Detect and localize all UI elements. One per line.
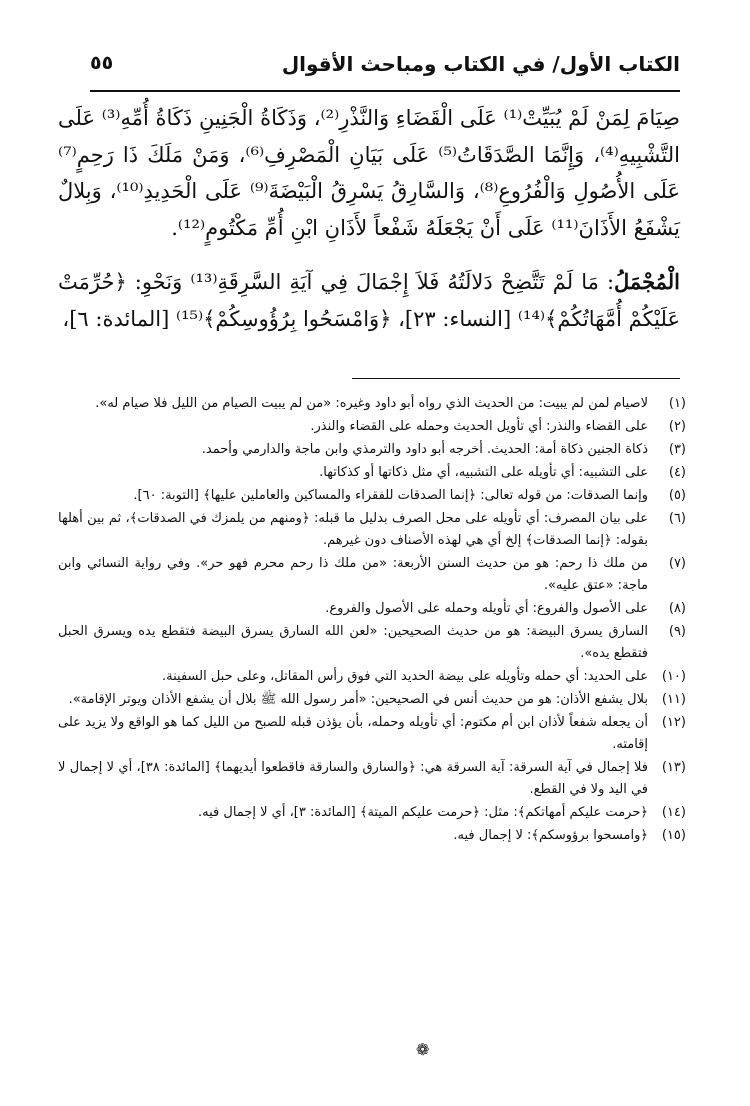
footnote <box>58 825 686 847</box>
footnote-text: على التشبيه: أي تأويله على التشبيه، أي مثل ذكاتها أو كذكاتها. <box>319 465 648 480</box>
footnote-text: بلال يشفع الأذان: هو من حديث أنس في الصحيحين: «أمر رسول الله ﷺ بلال أن يشفع الأذان ويوتر الإقامة». <box>68 692 648 707</box>
footnote <box>58 485 686 507</box>
definition-text: : مَا لَمْ تَتَّضِحْ دَلالَتُهُ فَلاَ إِجْمَالَ فِي آيَةِ السَّرِقَةِ⁽¹³⁾ وَنَحْوِ: ﴿حُرِّمَتْ عَلَيْكُمْ أُمَّهَاتُكُمْ﴾⁽¹⁴⁾ [النساء: ٢٣]، ﴿وَامْسَحُوا بِرُؤُوسِكُمْ﴾⁽¹⁵⁾ [المائدة: ٦]، <box>58 270 680 331</box>
page-header <box>90 48 680 92</box>
footnote-number: (١٠) <box>661 669 686 684</box>
footnote-text: فلا إجمال في آية السرقة: آية السرقة هي: ﴿والسارق والسارقة فاقطعوا أيديهما﴾ [المائدة: ٣٨]، أي لا إجمال لا في اليد ولا في القطع. <box>58 760 649 797</box>
footnote <box>58 393 686 415</box>
footnote-number: (٧) <box>668 556 686 571</box>
footnote <box>58 439 686 461</box>
footnote-number: (٢) <box>668 419 686 434</box>
footnote <box>58 757 686 801</box>
footnote-number: (٨) <box>668 601 686 616</box>
main-paragraph <box>58 264 680 337</box>
footnotes <box>58 393 686 848</box>
footnote-number: (١٢) <box>661 715 686 730</box>
footnote <box>58 621 686 665</box>
running-title: الكتاب الأول/ في الكتاب ومباحث الأقوال <box>281 52 680 76</box>
term-mujmal: الْمُجْمَلُ <box>614 269 681 294</box>
footnote-text: على الحديد: أي حمله وتأويله على بيضة الحديد التي فوق رأس المقاتل، وعلى حبل السفينة. <box>162 669 648 684</box>
footnote-number: (١٣) <box>661 760 686 775</box>
footnote-number: (٥) <box>668 488 686 503</box>
footnote <box>58 666 686 688</box>
footnote-number: (١٤) <box>661 805 686 820</box>
footnote <box>58 689 686 711</box>
footnote-text: ﴿حرمت عليكم أمهاتكم﴾: مثل: ﴿حرمت عليكم الميتة﴾ [المائدة: ٣]، أي لا إجمال فيه. <box>198 805 648 820</box>
footnote-text: وإنما الصدقات: من قوله تعالى: ﴿إنما الصدقات للفقراء والمساكين والعاملين عليها﴾ [التوبة: ٦٠]. <box>133 488 648 503</box>
footnote-text: ذكاة الجنين ذكاة أمة: الحديث. أخرجه أبو داود والترمذي وابن ماجة والدارمي وأحمد. <box>201 442 648 457</box>
footnote <box>58 416 686 438</box>
footnote-text: على القضاء والنذر: أي تأويل الحديث وحمله على القضاء والنذر. <box>310 419 648 434</box>
footnote-number: (١٥) <box>661 828 686 843</box>
footnote-number: (١١) <box>661 692 686 707</box>
footnote-text: لاصيام لمن لم يبيت: من الحديث الذي رواه أبو داود وغيره: «من لم يبيت الصيام من الليل فلا صيام له». <box>95 396 648 411</box>
footnote-number: (٦) <box>668 511 686 526</box>
footnote-text: أن يجعله شفعاً لأذان ابن أم مكتوم: أي تأويله وحمله، بأن يؤذن قبله للصبح من الليل كما هو الواقع ولا يزيد على إقامته. <box>58 715 648 752</box>
footnote-text: على الأصول والفروع: أي تأويله وحمله على الأصول والفروع. <box>325 601 648 616</box>
footnote-text: على بيان المصرف: أي تأويله على محل الصرف بدليل ما قبله: ﴿ومنهم من يلمزك في الصدقات﴾، ثم بين أهلها بقوله: ﴿إنما الصدقات﴾ إلخ أي هي لهذه الأصناف دون غيرهم. <box>58 511 648 548</box>
footnote <box>58 553 686 597</box>
footnote-text: ﴿وامسحوا برؤوسكم﴾: لا إجمال فيه. <box>453 828 648 843</box>
footnote-text: السارق يسرق البيضة: هو من حديث الصحيحين: «لعن الله السارق يسرق البيضة فتقطع يده ويسرق الحبل فتقطع يده». <box>58 624 648 661</box>
footnote-number: (٤) <box>668 465 686 480</box>
footnote <box>58 802 686 824</box>
footnote-separator <box>352 378 680 379</box>
footnote <box>58 598 686 620</box>
footnote-number: (٩) <box>668 624 686 639</box>
main-paragraph: صِيَامَ لِمَنْ لَمْ يُبَيِّتْ⁽¹⁾ عَلَى الْقَضَاءِ وَالنَّذْرِ⁽²⁾، وَذَكَاةُ الْجَنِينِ ذَكَاةُ أُمِّهِ⁽³⁾ عَلَى التَّشْبِيهِ⁽⁴⁾، وَإِنَّمَا الصَّدَقَاتُ⁽⁵⁾ عَلَى بَيَانِ الْمَصْرِفِ⁽⁶⁾، وَمَنْ مَلَكَ ذَا رَحِمٍ⁽⁷⁾ عَلَى الأُصُولِ وَالْفُرُوعِ⁽⁸⁾، وَالسَّارِقُ يَسْرِقُ الْبَيْضَةَ⁽⁹⁾ عَلَى الْحَدِيدِ⁽¹⁰⁾، وَبِلالٌ يَشْفَعُ الأَذَانَ⁽¹¹⁾ عَلَى أَنْ يَجْعَلَهُ شَفْعاً لأَذَانِ ابْنِ أُمِّ مَكْتُومٍ⁽¹²⁾. <box>58 106 681 240</box>
footnote-number: (٣) <box>668 442 686 457</box>
footnote <box>58 712 686 756</box>
main-text <box>58 100 680 337</box>
footnote <box>58 462 686 484</box>
footnote-number: (١) <box>668 396 686 411</box>
ornament-icon: ❁ <box>416 1040 430 1059</box>
footnote-text: من ملك ذا رحم: هو من حديث السنن الأربعة: «من ملك ذا رحم محرم فهو حر». وفي رواية النسائي وابن ماجة: «عتق عليه». <box>58 556 648 593</box>
page-number: ٥٥ <box>90 52 114 74</box>
footnote <box>58 508 686 552</box>
